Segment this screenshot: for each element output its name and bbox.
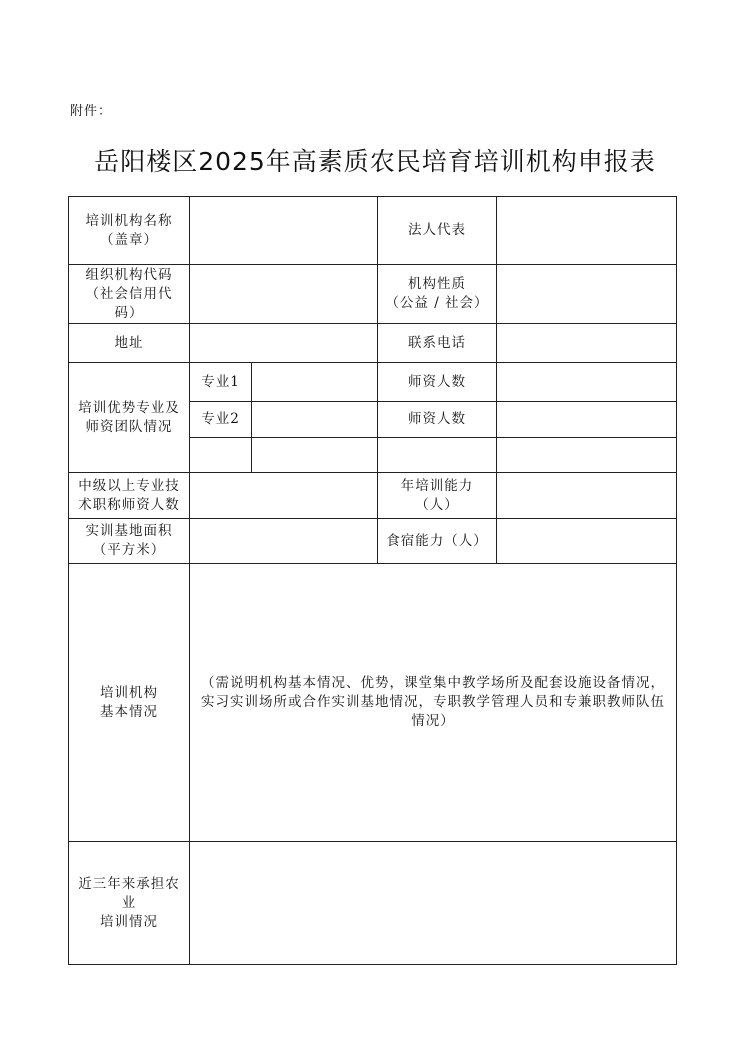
legal-rep-label: 法人代表 (378, 197, 497, 265)
teacher-count-field-2[interactable] (497, 402, 677, 438)
table-row (69, 473, 677, 519)
org-code-sub-label: （社会信用代码） (85, 285, 173, 321)
org-code-field[interactable] (190, 265, 378, 324)
teacher-count-field-3[interactable] (497, 438, 677, 473)
address-field[interactable] (190, 324, 378, 363)
page-title: 岳阳楼区2025年高素质农民培育培训机构申报表 (94, 147, 656, 176)
major2-label: 专业2 (190, 402, 252, 438)
history-line1: 近三年来承担农业 (78, 875, 180, 911)
teacher-count-label-1: 师资人数 (378, 363, 497, 402)
senior-teachers-line2: 术职称师资人数 (78, 496, 180, 513)
base-area-field[interactable] (190, 519, 378, 564)
team-label-line1: 培训优势专业及 (78, 399, 180, 416)
history-label-cell (69, 842, 190, 965)
lodging-field[interactable] (497, 519, 677, 564)
basic-info-instructions: （需说明机构基本情况、优势，课堂集中教学场所及配套设施设备情况，实习实训场所或合作实训基地情况，专职教学管理人员和专兼职教师队伍情况） (201, 675, 665, 729)
senior-teachers-field[interactable] (190, 473, 378, 519)
basic-info-line2: 基本情况 (100, 703, 158, 720)
major1-field[interactable] (252, 363, 378, 402)
table-row (69, 197, 677, 265)
basic-info-label-cell (69, 564, 190, 842)
table-row (69, 324, 677, 363)
basic-info-line1: 培训机构 (100, 684, 158, 701)
org-name-label: 培训机构名称 (85, 212, 173, 229)
teacher-count-label-2: 师资人数 (378, 402, 497, 438)
address-label: 地址 (69, 324, 190, 363)
attachment-label: 附件： (70, 104, 113, 119)
team-label-cell (69, 363, 190, 473)
teacher-count-field-1[interactable] (497, 363, 677, 402)
org-name-seal-note: （盖章） (100, 231, 158, 248)
senior-teachers-line1: 中级以上专业技 (78, 477, 180, 494)
annual-capacity-label-cell (378, 473, 497, 519)
base-area-label: 实训基地面积 (85, 523, 173, 539)
org-nature-label: 机构性质 (408, 276, 466, 292)
org-nature-label-cell (378, 265, 497, 324)
table-row (69, 519, 677, 564)
org-nature-options: （公益 / 社会） (385, 295, 489, 311)
major3-label-field[interactable] (190, 438, 252, 473)
phone-field[interactable] (497, 324, 677, 363)
history-line2: 培训情况 (100, 913, 158, 930)
teacher-count-label-3[interactable] (378, 438, 497, 473)
base-area-unit: （平方米） (92, 542, 166, 558)
org-code-label: 组织机构代码 (85, 266, 173, 283)
table-row (69, 842, 677, 965)
base-area-label-cell (69, 519, 190, 564)
annual-capacity-field[interactable] (497, 473, 677, 519)
major1-label: 专业1 (190, 363, 252, 402)
org-name-field[interactable] (190, 197, 378, 265)
basic-info-field[interactable] (190, 564, 677, 842)
phone-label: 联系电话 (378, 324, 497, 363)
senior-teachers-label-cell (69, 473, 190, 519)
table-row (69, 363, 677, 402)
history-field[interactable] (190, 842, 677, 965)
application-form-table (68, 196, 677, 965)
team-label-line2: 师资团队情况 (85, 418, 173, 435)
org-code-label-cell (69, 265, 190, 324)
annual-capacity-label: 年培训能力 (400, 477, 474, 494)
table-row (69, 564, 677, 842)
annual-capacity-unit: （人） (415, 496, 459, 513)
legal-rep-field[interactable] (497, 197, 677, 265)
org-name-label-cell (69, 197, 190, 265)
table-row (69, 265, 677, 324)
major2-field[interactable] (252, 402, 378, 438)
lodging-label: 食宿能力（人） (378, 519, 497, 564)
major3-field[interactable] (252, 438, 378, 473)
org-nature-field[interactable] (497, 265, 677, 324)
